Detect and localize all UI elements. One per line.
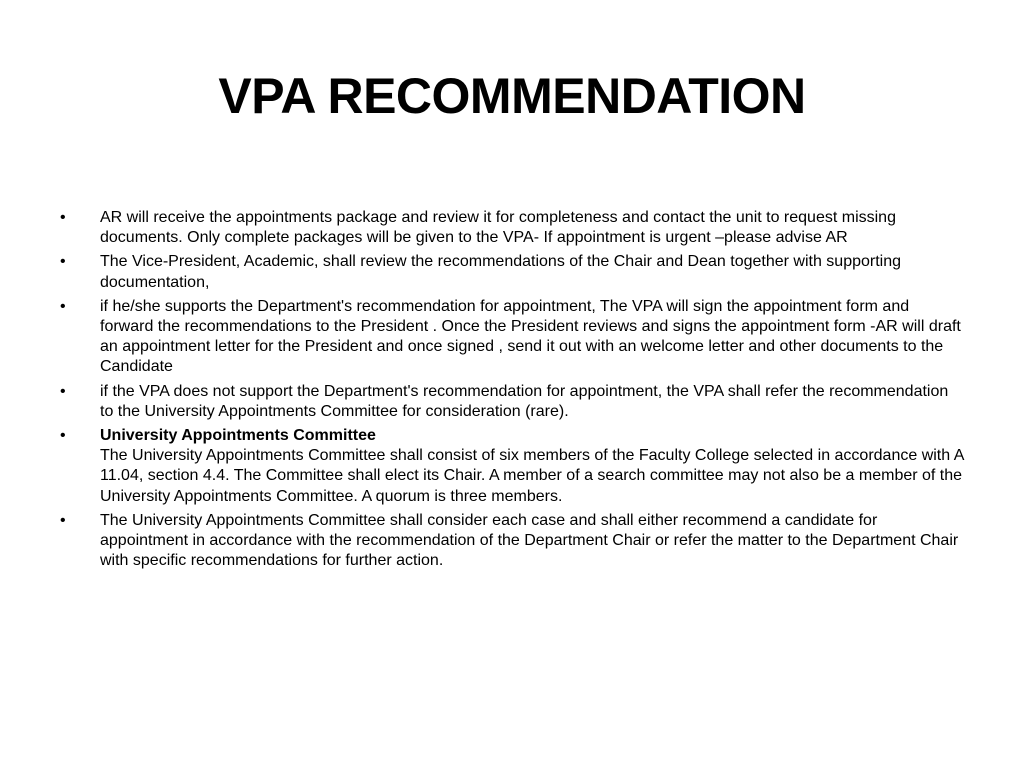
bullet-item (60, 208, 965, 248)
bullet-text: if he/she supports the Department's recommendation for appointment, The VPA will sign the appointment form and forward the recommendations to the President . Once the President reviews and signs the appointment form -AR will draft an appointment letter for the President and once signed , send it out with an welcome letter and other documents to the Candidate (100, 297, 961, 376)
bullet-heading: University Appointments Committee (100, 427, 376, 445)
bullet-marker: • (60, 427, 66, 445)
bullet-item (60, 426, 965, 507)
bullet-marker: • (60, 253, 66, 271)
bullet-text: The University Appointments Committee shall consist of six members of the Faculty College selected in accordance with A 11.04, section 4.4. The Committee shall elect its Chair. A member of a search committee may not also be a member of the University Appointments Committee. A quorum is three members. (100, 447, 964, 505)
bullet-text: The Vice-President, Academic, shall review the recommendations of the Chair and Dean together with supporting documentation, (100, 253, 902, 291)
bullet-marker: • (60, 209, 66, 226)
bullet-item (60, 382, 965, 422)
bullet-marker: • (60, 382, 66, 400)
bullet-text: if the VPA does not support the Department's recommendation for appointment, the VPA shall refer the recommendation to the University Appointments Committee for consideration (rare). (100, 382, 949, 420)
bullet-item (60, 511, 965, 572)
bullet-marker: • (60, 297, 66, 315)
bullet-marker: • (60, 511, 66, 529)
slide-title: VPA RECOMMENDATION (218, 68, 806, 124)
bullet-item (60, 297, 965, 378)
bullet-list (60, 208, 965, 575)
bullet-text: AR will receive the appointments package and review it for completeness and contact the unit to request missing documents. Only complete packages will be given to the VPA- If appointment is urgent –please advise AR (100, 209, 896, 247)
bullet-item (60, 252, 965, 292)
bullet-text: The University Appointments Committee shall consider each case and shall either recommend a candidate for appointment in accordance with the recommendation of the Department Chair or refer the matter to the Department Chair with specific recommendations for further action. (100, 511, 959, 570)
